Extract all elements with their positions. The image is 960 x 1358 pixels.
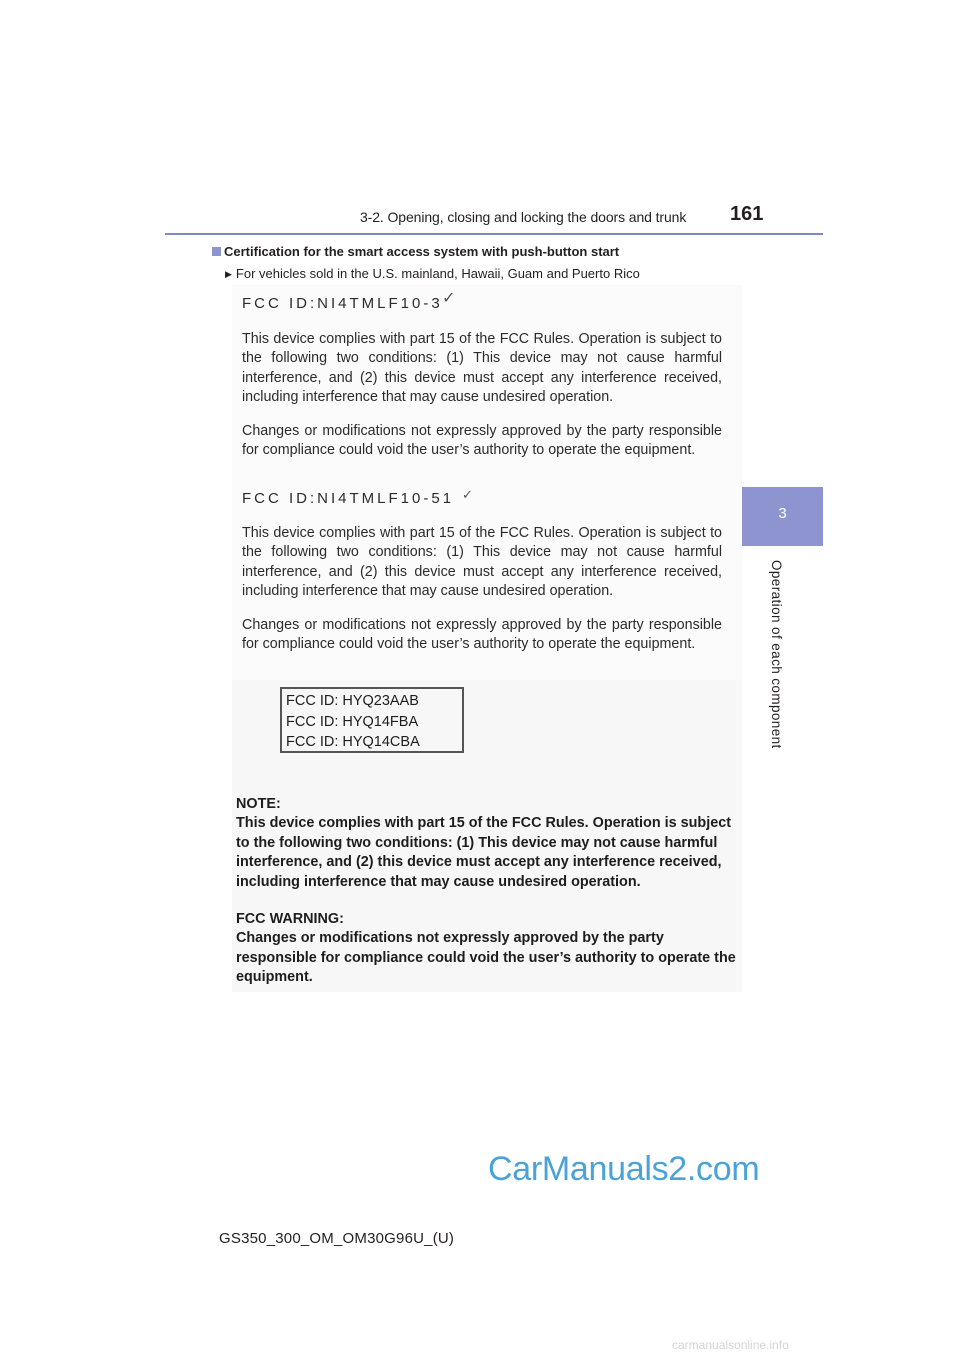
triangle-bullet-icon: ▶ xyxy=(225,269,232,279)
fcc-id-heading: FCC ID:NI4TMLF10-51 xyxy=(242,490,455,507)
fcc-changes-paragraph xyxy=(242,422,722,461)
checkmark-icon: ✓ xyxy=(462,487,473,502)
fcc-compliance-paragraph xyxy=(242,330,722,408)
header-divider xyxy=(165,233,823,235)
fcc-id-line: FCC ID: HYQ23AAB xyxy=(286,693,419,709)
chapter-tab-label-text: Operation of each component xyxy=(769,560,784,749)
fcc-compliance-paragraph xyxy=(242,524,722,602)
fcc-changes-paragraph xyxy=(242,616,722,655)
fcc-changes-text: Changes or modifications not expressly approved by the party responsible for compliance could void the user’s authority to operate the equipment. xyxy=(242,423,722,459)
fcc-compliance-text: This device complies with part 15 of the FCC Rules. Operation is subject to the following two conditions: (1) This device may not cause harmful interference, and (2) this device must accept any interference received, including interference that may cause undesired operation. xyxy=(242,525,722,600)
note-title: NOTE: xyxy=(236,796,281,812)
fcc-changes-text: Changes or modifications not expressly approved by the party responsible for compliance could void the user’s authority to operate the equipment. xyxy=(242,617,722,653)
fcc-id-line: FCC ID: HYQ14FBA xyxy=(286,713,419,730)
sub-bullet xyxy=(225,266,640,281)
page-number: 161 xyxy=(730,203,764,225)
fcc-warning-text: Changes or modifications not expressly approved by the party responsible for compliance could void the user’s authority to operate the equipment. xyxy=(236,930,736,986)
section-heading xyxy=(212,244,619,259)
document-code: GS350_300_OM_OM30G96U_(U) xyxy=(219,1230,455,1247)
watermark-bottom: carmanualsonline.info xyxy=(672,1338,789,1352)
fcc-warning-title: FCC WARNING: xyxy=(236,911,344,927)
fcc-compliance-text: This device complies with part 15 of the FCC Rules. Operation is subject to the following two conditions: (1) This device may not cause harmful interference, and (2) this device must accept any interference received, including interference that may cause undesired operation. xyxy=(242,331,722,406)
fcc-warning-block xyxy=(236,910,741,988)
chapter-tab-number: 3 xyxy=(778,505,787,522)
fcc-label-image xyxy=(232,285,742,992)
chapter-tab-label xyxy=(768,560,788,750)
note-block xyxy=(236,795,741,892)
section-heading-text: Certification for the smart access system with push-button start xyxy=(224,244,620,259)
fcc-id-line: FCC ID: HYQ14CBA xyxy=(286,734,420,750)
fcc-id-box xyxy=(280,687,464,753)
watermark-logo: CarManuals2.com xyxy=(488,1150,760,1188)
square-bullet-icon xyxy=(212,247,221,256)
note-text: This device complies with part 15 of the FCC Rules. Operation is subject to the following two conditions: (1) This device may not cause harmful interference, and (2) this device must accept any interference received, including interference that may cause undesired operation. xyxy=(236,815,731,890)
sub-bullet-text: For vehicles sold in the U.S. mainland, Hawaii, Guam and Puerto Rico xyxy=(235,266,640,281)
header-section-title: 3-2. Opening, closing and locking the doors and trunk xyxy=(360,209,687,225)
fcc-id-heading: FCC ID:NI4TMLF10-3 xyxy=(242,295,443,312)
checkmark-icon: ✓ xyxy=(442,290,456,307)
